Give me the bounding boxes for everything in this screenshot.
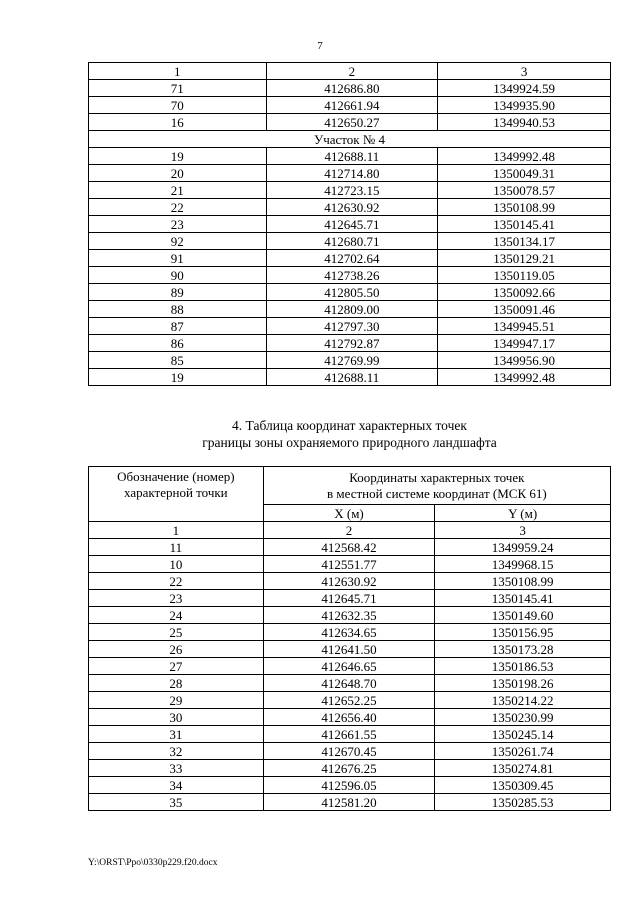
table-row [89,165,611,182]
section-label: Участок № 4 [89,131,611,148]
table-row-cell: 412670.45 [263,743,435,760]
table-row-cell: 412661.55 [263,726,435,743]
table-row-cell: 86 [89,335,267,352]
table-row-cell: 1350108.99 [435,573,611,590]
table1-header-row [89,63,611,80]
table-row-cell: 1349956.90 [438,352,611,369]
table-row-cell: 1349992.48 [438,148,611,165]
table-row-cell: 1350108.99 [438,199,611,216]
table-row-cell: 19 [89,369,267,386]
table2-numbering-cell: 2 [263,522,435,539]
table-row-cell: 412809.00 [266,301,438,318]
table1-body [89,63,611,386]
table1-header-cell: 1 [89,63,267,80]
table-row-cell: 412738.26 [266,267,438,284]
table-row [89,114,611,131]
table-row-cell: 32 [89,743,264,760]
table-row-cell: 1350145.41 [438,216,611,233]
table-row [89,148,611,165]
table-row [89,335,611,352]
table-row-cell: 412634.65 [263,624,435,641]
table1-header-cell: 3 [438,63,611,80]
table2-numbering-cell: 1 [89,522,264,539]
table-row-cell: 70 [89,97,267,114]
table-row-cell: 33 [89,760,264,777]
table2-numbering-row [89,522,611,539]
table-row-cell: 412805.50 [266,284,438,301]
table-row-cell: 11 [89,539,264,556]
section-row [89,131,611,148]
table-row [89,199,611,216]
table-row [89,658,611,675]
table-row [89,216,611,233]
table-row [89,318,611,335]
table-row-cell: 1350156.95 [435,624,611,641]
y-header: Y (м) [435,505,611,522]
table-row-cell: 412641.50 [263,641,435,658]
table-row [89,556,611,573]
table-row-cell: 1350149.60 [435,607,611,624]
table-row-cell: 412645.71 [266,216,438,233]
table-row-cell: 85 [89,352,267,369]
table-row-cell: 412581.20 [263,794,435,811]
table-row [89,675,611,692]
table-row-cell: 27 [89,658,264,675]
table-row [89,641,611,658]
protected-landscape-coordinates-table [88,466,611,811]
table-row-cell: 71 [89,80,267,97]
table-row-cell: 24 [89,607,264,624]
table-row-cell: 412661.94 [266,97,438,114]
table-row [89,726,611,743]
table-row-cell: 412702.64 [266,250,438,267]
table-row-cell: 1350214.22 [435,692,611,709]
table-row [89,777,611,794]
point-designation-header-line2: характерной точки [124,485,228,500]
table-row-cell: 1349935.90 [438,97,611,114]
table-row-cell: 1349945.51 [438,318,611,335]
table-row-cell: 412676.25 [263,760,435,777]
table-row-cell: 412596.05 [263,777,435,794]
table-row-cell: 29 [89,692,264,709]
table-row-cell: 28 [89,675,264,692]
coordinates-table-continued [88,62,611,386]
table-row-cell: 412686.80 [266,80,438,97]
table-row-cell: 1350186.53 [435,658,611,675]
table-row-cell: 1350078.57 [438,182,611,199]
table-row-cell: 19 [89,148,267,165]
table-row-cell: 412551.77 [263,556,435,573]
table-row [89,97,611,114]
table-row [89,301,611,318]
table-row [89,624,611,641]
table-row-cell: 412769.99 [266,352,438,369]
table-row-cell: 1350092.66 [438,284,611,301]
table-row-cell: 1350309.45 [435,777,611,794]
table-row-cell: 1350245.14 [435,726,611,743]
table-row-cell: 1350198.26 [435,675,611,692]
table-row-cell: 91 [89,250,267,267]
table-row-cell: 412652.25 [263,692,435,709]
table-row [89,539,611,556]
table-row [89,743,611,760]
table-row [89,760,611,777]
table2-header-row [89,467,611,505]
table-row [89,573,611,590]
table-row-cell: 1350049.31 [438,165,611,182]
table-row [89,794,611,811]
table-row-cell: 23 [89,216,267,233]
table-row-cell: 412650.27 [266,114,438,131]
table-row-cell: 88 [89,301,267,318]
file-path-footer: Y:\ORST\Ppo\0330p229.f20.docx [88,858,218,868]
table-row-cell: 412568.42 [263,539,435,556]
table-row-cell: 412645.71 [263,590,435,607]
table1-header-cell: 2 [266,63,438,80]
table2-body [89,467,611,811]
table-row-cell: 1349992.48 [438,369,611,386]
table-row-cell: 30 [89,709,264,726]
table-row-cell: 23 [89,590,264,607]
point-designation-header [89,467,264,522]
table-row-cell: 26 [89,641,264,658]
table-row-cell: 412714.80 [266,165,438,182]
table-row-cell: 16 [89,114,267,131]
table-row-cell: 10 [89,556,264,573]
table-row-cell: 1349924.59 [438,80,611,97]
x-header: X (м) [263,505,435,522]
coordinates-header [263,467,610,505]
table-row [89,607,611,624]
table-row [89,590,611,607]
table-row-cell: 1349959.24 [435,539,611,556]
table-row-cell: 1350129.21 [438,250,611,267]
table-row-cell: 412630.92 [263,573,435,590]
table-row-cell: 20 [89,165,267,182]
table-row-cell: 1350119.05 [438,267,611,284]
table-row-cell: 412792.87 [266,335,438,352]
table-row-cell: 87 [89,318,267,335]
table-row-cell: 412797.30 [266,318,438,335]
table-row-cell: 21 [89,182,267,199]
coordinates-header-line2: в местной системе координат (МСК 61) [326,485,547,501]
table-row [89,233,611,250]
table-row-cell: 412723.15 [266,182,438,199]
table-row-cell: 412688.11 [266,148,438,165]
table-row [89,80,611,97]
table-row-cell: 412680.71 [266,233,438,250]
table-row-cell: 412656.40 [263,709,435,726]
table-row-cell: 1350134.17 [438,233,611,250]
section-4-title [88,417,611,451]
table-row [89,250,611,267]
table-row-cell: 31 [89,726,264,743]
coordinates-header-line1: Координаты характерных точек [349,469,525,485]
table-row [89,284,611,301]
section-4-title-line2: границы зоны охраняемого природного ландшафта [202,435,497,450]
table-row-cell: 1350261.74 [435,743,611,760]
page-number: 7 [317,40,323,52]
table-row-cell: 1349947.17 [438,335,611,352]
table-row [89,352,611,369]
table-row-cell: 89 [89,284,267,301]
table-row-cell: 412632.35 [263,607,435,624]
table-row-cell: 412688.11 [266,369,438,386]
table-row-cell: 92 [89,233,267,250]
point-designation-header-line1: Обозначение (номер) [117,469,235,484]
table2-numbering-cell: 3 [435,522,611,539]
table-row-cell: 1350274.81 [435,760,611,777]
table-row-cell: 22 [89,573,264,590]
table-row [89,692,611,709]
table-row-cell: 412648.70 [263,675,435,692]
table-row-cell: 1349968.15 [435,556,611,573]
table-row [89,182,611,199]
table-row [89,267,611,284]
table-row-cell: 412646.65 [263,658,435,675]
table-row-cell: 34 [89,777,264,794]
table-row-cell: 1350230.99 [435,709,611,726]
table-row-cell: 35 [89,794,264,811]
table-row [89,369,611,386]
table-row-cell: 25 [89,624,264,641]
table-row-cell: 90 [89,267,267,284]
table-row [89,709,611,726]
section-4-title-line1: 4. Таблица координат характерных точек [232,418,467,433]
table-row-cell: 1350173.28 [435,641,611,658]
table-row-cell: 1349940.53 [438,114,611,131]
table-row-cell: 1350145.41 [435,590,611,607]
table-row-cell: 22 [89,199,267,216]
table-row-cell: 1350285.53 [435,794,611,811]
table-row-cell: 412630.92 [266,199,438,216]
table-row-cell: 1350091.46 [438,301,611,318]
